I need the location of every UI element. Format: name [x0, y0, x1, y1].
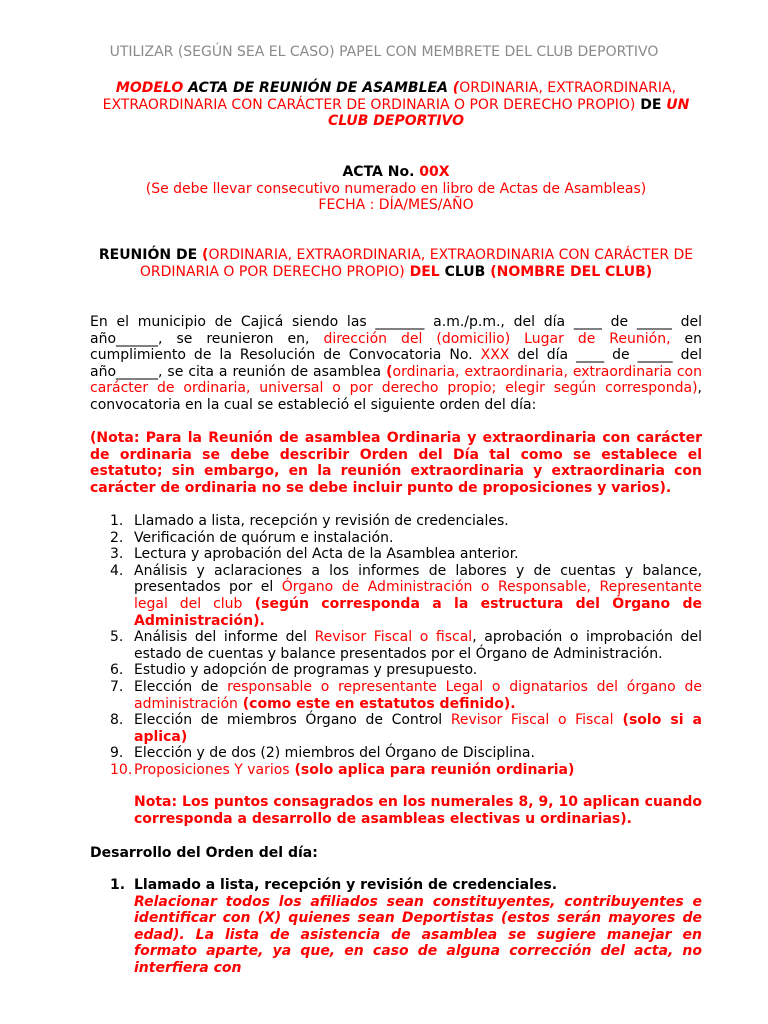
- list-item-text-rest: , aprobación o improbación del estado de cuentas y balance presentados por el Órgano de Administración.: [134, 629, 702, 662]
- title-paren-close: ): [629, 96, 636, 113]
- title-modelo: MODELO: [115, 80, 184, 96]
- list-item-text: Elección y de dos (2) miembros del Órgano de Disciplina.: [134, 745, 535, 762]
- desarrollo-item-heading: [90, 877, 702, 894]
- list-item: [90, 546, 702, 563]
- acta-number: 00X: [419, 164, 450, 180]
- list-item-note: (solo si a aplica): [134, 712, 702, 745]
- list-item-text: Verificación de quórum e instalación.: [134, 529, 394, 546]
- title-assembly-types: ORDINARIA, EXTRAORDINARIA, EXTRAORDINARIA CON CARÁCTER DE ORDINARIA O POR DERECHO PROPIO: [102, 80, 677, 113]
- acta-label: ACTA No.: [342, 164, 420, 180]
- intro-text-3: del día ____ de _____ del año______, se cita a reunión de asamblea: [90, 347, 702, 380]
- intro-text-1: En el municipio de Cajicá siendo las _______ a.m./p.m., del día ____ de _____ del año______, se reunieron en,: [90, 314, 702, 347]
- title-paren-open: (: [452, 80, 460, 96]
- intro-text-2: en cumplimiento de la Resolución de Convocatoria No.: [90, 330, 703, 364]
- section-heading-desarrollo: Desarrollo del Orden del día:: [90, 845, 318, 861]
- list-item-number: 4.: [110, 562, 124, 579]
- list-item-text: Elección de miembros Órgano de Control: [134, 712, 451, 729]
- list-item: [90, 629, 702, 662]
- nota-orden-dia: (Nota: Para la Reunión de asamblea Ordinaria y extraordinaria con carácter de ordinaria se debe describir Orden del Día tal como se establece el estatuto; sin embargo, en la reunión extraordinaria y extraordinaria con carácter de ordinaria no se debe incluir punto de proposiciones y varios).: [90, 430, 702, 496]
- reunion-types: ORDINARIA, EXTRAORDINARIA, EXTRAORDINARIA CON CARÁCTER DE ORDINARIA O POR DERECHO PROPIO: [139, 247, 694, 280]
- list-item: [90, 563, 702, 629]
- intro-resolucion-number: XXX: [480, 347, 510, 364]
- list-item-number: 10.: [110, 761, 133, 778]
- list-item-text: Elección de: [134, 678, 228, 695]
- letterhead-instruction: UTILIZAR (SEGÚN SEA EL CASO) PAPEL CON MEMBRETE DEL CLUB DEPORTIVO: [109, 44, 659, 60]
- list-item-revisor: Revisor Fiscal o Fiscal: [450, 712, 614, 729]
- list-item-number: 7.: [110, 678, 124, 695]
- acta-note: (Se debe llevar consecutivo numerado en libro de Actas de Asambleas): [145, 180, 647, 197]
- list-item-note: (solo aplica para reunión ordinaria): [289, 761, 575, 778]
- reunion-label: REUNIÓN DE: [98, 247, 203, 263]
- list-item-text: Proposiciones Y varios: [134, 761, 290, 778]
- document-title: [96, 80, 696, 130]
- list-item: [90, 662, 702, 679]
- orden-del-dia-list: [90, 513, 702, 779]
- intro-paren-close: ): [692, 380, 698, 397]
- list-item: [90, 679, 702, 712]
- list-item-text: Estudio y adopción de programas y presupuesto.: [134, 662, 478, 679]
- list-item: [90, 712, 702, 745]
- list-item-number: 1.: [110, 513, 124, 529]
- acta-number-line: [96, 164, 696, 181]
- list-item-number: 9.: [110, 745, 124, 762]
- list-item-note: (como este en estatutos definido).: [237, 695, 516, 712]
- list-item-text: Análisis y aclaraciones a los informes de labores y de cuentas y balance, presentados por el: [134, 562, 702, 596]
- intro-text-4: , convocatoria en la cual se estableció el siguiente orden del día:: [90, 380, 702, 413]
- acta-fecha: FECHA : DÍA/MES/AÑO: [318, 197, 474, 214]
- reunion-paren-open: (: [202, 247, 209, 263]
- reunion-club-name: (NOMBRE DEL CLUB): [490, 263, 653, 280]
- acta-header: [96, 164, 696, 214]
- list-item-number: 2.: [110, 529, 124, 546]
- reunion-club: CLUB: [439, 263, 491, 280]
- title-de: DE: [635, 96, 667, 113]
- list-item-number: 6.: [110, 662, 124, 679]
- list-item-text: Lectura y aprobación del Acta de la Asamblea anterior.: [134, 546, 519, 563]
- list-item-number: 1.: [110, 877, 126, 893]
- list-item-text: Análisis del informe del: [134, 629, 315, 646]
- title-main: ACTA DE REUNIÓN DE ASAMBLEA: [183, 80, 453, 96]
- title-club: UN CLUB DEPORTIVO: [327, 96, 690, 130]
- list-item-number: 8.: [110, 712, 124, 729]
- reunion-del: DEL: [404, 263, 440, 280]
- intro-paren-open: (: [386, 363, 393, 380]
- nota-numerales: Nota: Los puntos consagrados en los numerales 8, 9, 10 aplican cuando corresponda a desarrollo de asambleas electivas u ordinarias).: [134, 794, 702, 827]
- list-item-number: 5.: [110, 629, 124, 646]
- list-item: [90, 513, 702, 530]
- list-item-revisor: Revisor Fiscal o fiscal: [314, 629, 473, 646]
- intro-lugar: dirección del (domicilio) Lugar de Reunión,: [323, 330, 671, 347]
- list-item-organo: Órgano de Administración o Responsable, Representante legal del club: [134, 579, 702, 612]
- intro-assembly-type: ordinaria, extraordinaria, extraordinaria con carácter de ordinaria, universal o por derecho propio; elegir según corresponda: [90, 363, 702, 397]
- list-item: [90, 762, 702, 779]
- desarrollo-item-title: Llamado a lista, recepción y revisión de credenciales.: [134, 877, 558, 893]
- list-item-note: (según corresponda a la estructura del Órgano de Administración).: [134, 595, 702, 629]
- intro-paragraph: [90, 314, 702, 414]
- list-item-text: Llamado a lista, recepción y revisión de credenciales.: [134, 513, 509, 529]
- desarrollo-item-1: [90, 877, 702, 977]
- list-item-responsable: responsable o representante Legal o dignatarios del órgano de administración: [134, 678, 702, 712]
- reunion-heading: [90, 247, 702, 280]
- desarrollo-item-instructions: Relacionar todos los afiliados sean constituyentes, contribuyentes e identificar con (X) quienes sean Deportistas (estos serán mayores de edad). La lista de asistencia de asamblea se sugiere manejar en formato aparte, ya que, en caso de alguna corrección del acta, no interfiera con: [134, 893, 702, 976]
- list-item: [90, 530, 702, 547]
- list-item-number: 3.: [110, 546, 124, 563]
- reunion-paren-close: ): [399, 263, 405, 280]
- list-item: [90, 745, 702, 762]
